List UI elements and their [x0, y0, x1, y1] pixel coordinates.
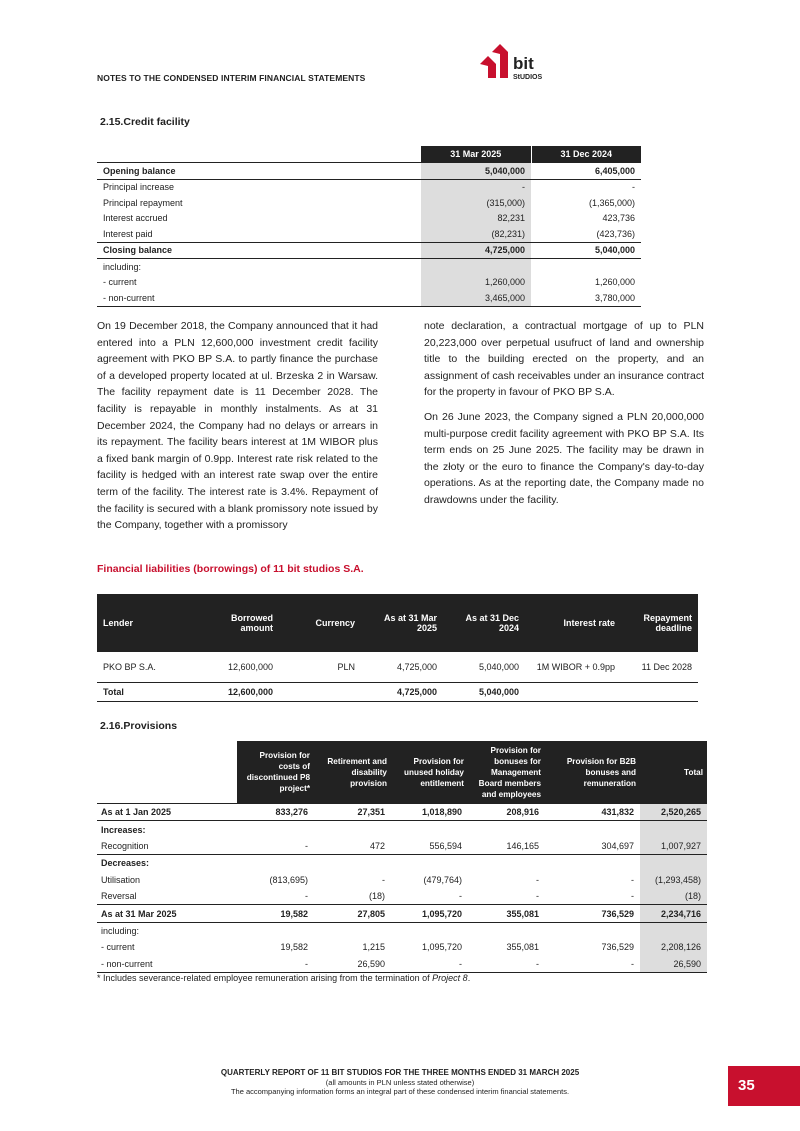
row-label: - non-current	[97, 290, 421, 306]
cell-value: 12,600,000	[197, 683, 279, 702]
credit-section-number: 2.15.	[100, 116, 124, 128]
credit-facility-table	[97, 146, 641, 307]
paragraph: note declaration, a contractual mortgage of up to PLN 20,223,000 over perpetual usufruct of land and ownership title to the building erected on the property, and an assignment of cash receivables under an insurance contract for the property in favour of PKO BP S.A.	[424, 320, 704, 399]
col-header: Retirement and disability provision	[314, 741, 391, 804]
col-header: Repayment deadline	[621, 594, 698, 652]
cell-value: 5,040,000	[478, 662, 519, 672]
cell-value: (1,293,458)	[640, 872, 707, 888]
row-label: Interest paid	[103, 228, 153, 239]
table-row	[97, 259, 641, 275]
cell-value	[391, 855, 468, 872]
cell-value: 1,095,720	[421, 942, 462, 953]
cell-value: 5,040,000	[531, 242, 641, 259]
row-label: Interest accrued	[103, 213, 168, 224]
footnote-suffix: .	[467, 973, 471, 983]
cell-value: -	[237, 838, 314, 855]
page-number-badge	[728, 1066, 800, 1106]
table-row	[97, 226, 641, 242]
col-header: Borrowed amount	[197, 594, 279, 652]
paragraph: On 26 June 2023, the Company signed a PLN 20,000,000 multi-purpose credit facility agreement with PKO BP S.A. Its term ends on 25 June 2025. The facility may be drawn in the złoty or the euro to finance the Company's day-to-day operations. As at the reporting date, the Company made no drawdowns under the facility.	[424, 410, 704, 506]
table-row	[97, 179, 641, 195]
cell-value: (1,365,000)	[588, 197, 635, 208]
cell-value: Total	[97, 683, 197, 702]
row-label: Closing balance	[97, 242, 421, 259]
cell-value: 472	[314, 838, 391, 855]
cell-value: (479,764)	[423, 874, 462, 885]
financial-liabilities-heading: Financial liabilities (borrowings) of 11 bit studios S.A.	[97, 563, 364, 575]
cell-value: -	[632, 182, 635, 193]
cell-value: 12,600,000	[227, 662, 273, 672]
svg-text:bit: bit	[513, 54, 534, 73]
row-label: Reversal	[97, 888, 237, 905]
row-label: Principal repayment	[103, 197, 183, 208]
cell-value	[525, 683, 621, 702]
cell-value: -	[421, 179, 531, 195]
footer-report-title: QUARTERLY REPORT OF 11 BIT STUDIOS FOR THE THREE MONTHS ENDED 31 MARCH 2025	[220, 1068, 580, 1077]
row-label: - current	[101, 942, 135, 953]
cell-value: 82,231	[421, 211, 531, 227]
cell-value: 11 Dec 2028	[641, 662, 692, 672]
cell-value: -	[237, 888, 314, 905]
cell-value: 833,276	[237, 804, 314, 821]
cell-value	[314, 855, 391, 872]
col-header: As at 31 Dec 2024	[443, 594, 525, 652]
table-row	[97, 939, 707, 955]
credit-section-heading	[100, 116, 190, 128]
cell-value: 19,582	[280, 942, 308, 953]
cell-value	[545, 821, 640, 838]
cell-value: -	[536, 874, 539, 885]
cell-value: 3,780,000	[531, 290, 641, 306]
row-label: Decreases:	[101, 858, 150, 869]
table-row	[97, 163, 641, 180]
table-row	[97, 838, 707, 855]
cell-value: -	[468, 888, 545, 905]
row-label: Increases:	[101, 824, 146, 835]
col-header: Provision for unused holiday entitlement	[391, 741, 468, 804]
col-header: Lender	[97, 594, 197, 652]
row-label: Opening balance	[97, 163, 421, 180]
table-row	[97, 195, 641, 211]
cell-value	[279, 683, 361, 702]
cell-value	[391, 922, 468, 939]
cell-value	[468, 855, 545, 872]
cell-value: 5,040,000	[443, 683, 525, 702]
cell-value	[237, 855, 314, 872]
cell-value: 3,465,000	[421, 290, 531, 306]
page-number: 35	[738, 1077, 755, 1094]
col-header: Interest rate	[525, 594, 621, 652]
cell-value: 27,351	[314, 804, 391, 821]
footer-currency-note: (all amounts in PLN unless stated otherwise)	[325, 1077, 475, 1087]
cell-value	[237, 922, 314, 939]
row-label: Recognition	[97, 838, 237, 855]
cell-value: -	[545, 888, 640, 905]
borrowings-table	[97, 594, 698, 702]
table-row	[97, 922, 707, 939]
cell-value	[314, 821, 391, 838]
row-label: - current	[103, 277, 137, 288]
cell-value: 2,520,265	[640, 804, 707, 821]
credit-facility-paragraph-left: On 19 December 2018, the Company announced that it had entered into a PLN 12,600,000 investment credit facility agreement with PKO BP S.A. to partly finance the purchase of a developed property located at ul. Brzeska 2 in Warsaw. The facility repayment date is 11 December 2028. The facility is repayable in monthly instalments. As at 31 December 2024, the Company had no delays or arrears in its repayment. The facility bears interest at 1M WIBOR plus a fixed bank margin of 0.9pp. Interest rate risk related to the facility is hedged with an interest rate swap over the entire term of the facility. The interest rate is 3.4%. Repayment of the facility is secured with a blank promissory note issued by the Company, together with a promissory	[97, 320, 378, 532]
table-row	[97, 275, 641, 291]
row-label: Utilisation	[101, 874, 141, 885]
table-row	[97, 211, 641, 227]
table-row	[97, 804, 707, 821]
cell-value	[391, 821, 468, 838]
cell-value: -	[382, 874, 385, 885]
cell-value: 556,594	[391, 838, 468, 855]
cell-value: 1,215	[362, 942, 385, 953]
col-header-31-mar-2025: 31 Mar 2025	[421, 146, 531, 163]
col-header: As at 31 Mar 2025	[361, 594, 443, 652]
cell-value: 431,832	[545, 804, 640, 821]
table-row	[97, 652, 698, 683]
cell-value: 4,725,000	[396, 662, 437, 672]
cell-value: 2,234,716	[640, 905, 707, 922]
col-header: Provision for costs of discontinued P8 project*	[237, 741, 314, 804]
table-row-total	[97, 683, 698, 702]
cell-value: 736,529	[545, 905, 640, 922]
row-label: As at 1 Jan 2025	[97, 804, 237, 821]
cell-value: 1M WIBOR + 0.9pp	[536, 662, 615, 672]
row-label: Principal increase	[103, 182, 175, 193]
cell-value: -	[391, 888, 468, 905]
cell-value: 1,095,720	[391, 905, 468, 922]
cell-value	[468, 922, 545, 939]
cell-value: 2,208,126	[640, 939, 707, 955]
company-logo	[480, 44, 552, 84]
table-row	[97, 872, 707, 888]
cell-value: (315,000)	[421, 195, 531, 211]
cell-value: (82,231)	[421, 226, 531, 242]
cell-value	[545, 855, 640, 872]
footnote-text: * Includes severance-related employee remuneration arising from the termination of	[97, 973, 433, 983]
cell-value	[545, 922, 640, 939]
cell-value: (18)	[640, 888, 707, 905]
row-label: including:	[101, 925, 140, 936]
cell-value: 355,081	[468, 905, 545, 922]
cell-value: 1,260,000	[594, 277, 635, 288]
cell-value	[531, 259, 641, 275]
provisions-section-number: 2.16.	[100, 720, 124, 732]
cell-value: 1,018,890	[391, 804, 468, 821]
cell-value	[314, 922, 391, 939]
cell-value: PLN	[337, 662, 355, 672]
cell-value: 1,260,000	[421, 275, 531, 291]
cell-value: 5,040,000	[421, 163, 531, 180]
cell-value: 6,405,000	[531, 163, 641, 180]
cell-value: 19,582	[237, 905, 314, 922]
provisions-footnote	[97, 973, 470, 983]
cell-value: PKO BP S.A.	[103, 662, 156, 672]
cell-value: -	[545, 956, 640, 973]
table-row	[97, 888, 707, 905]
credit-facility-paragraph-right	[424, 318, 704, 517]
cell-value: 304,697	[545, 838, 640, 855]
col-header-31-dec-2024: 31 Dec 2024	[531, 146, 641, 163]
svg-text:StUDIOS: StUDIOS	[513, 74, 543, 81]
table-row	[97, 956, 707, 973]
cell-value	[640, 821, 707, 838]
cell-value	[237, 821, 314, 838]
cell-value: 146,165	[468, 838, 545, 855]
col-header: Provision for bonuses for Management Board members and employees	[468, 741, 545, 804]
cell-value: 423,736	[602, 213, 635, 224]
table-row	[97, 855, 707, 872]
cell-value: -	[468, 956, 545, 973]
cell-value: 27,805	[314, 905, 391, 922]
cell-value: 4,725,000	[361, 683, 443, 702]
provisions-table	[97, 741, 707, 973]
cell-value: 26,590	[640, 956, 707, 973]
cell-value: -	[631, 874, 634, 885]
cell-value	[421, 259, 531, 275]
cell-value: 208,916	[468, 804, 545, 821]
footnote-project-name: Project 8	[432, 973, 468, 983]
cell-value: 1,007,927	[640, 838, 707, 855]
cell-value: (423,736)	[596, 228, 635, 239]
row-label: - non-current	[97, 956, 237, 973]
footer-disclaimer: The accompanying information forms an integral part of these condensed interim financial statements.	[230, 1087, 570, 1096]
table-row	[97, 821, 707, 838]
cell-value: 26,590	[314, 956, 391, 973]
col-header: Provision for B2B bonuses and remuneration	[545, 741, 640, 804]
table-row	[97, 905, 707, 922]
provisions-section-title: Provisions	[123, 720, 178, 732]
row-label: As at 31 Mar 2025	[97, 905, 237, 922]
row-label: including:	[103, 261, 142, 272]
col-header: Total	[640, 741, 707, 804]
cell-value: -	[237, 956, 314, 973]
credit-section-title: Credit facility	[123, 116, 190, 128]
col-header	[97, 741, 237, 804]
page-footer	[200, 1068, 600, 1097]
cell-value	[468, 821, 545, 838]
cell-value	[640, 855, 707, 872]
cell-value: -	[391, 956, 468, 973]
provisions-section-heading	[100, 720, 177, 732]
cell-value: 4,725,000	[421, 242, 531, 259]
cell-value	[621, 683, 698, 702]
cell-value: (813,695)	[269, 874, 308, 885]
cell-value: 736,529	[601, 942, 634, 953]
cell-value	[640, 922, 707, 939]
cell-value: 355,081	[506, 942, 539, 953]
table-row	[97, 242, 641, 259]
page-header-title: NOTES TO THE CONDENSED INTERIM FINANCIAL STATEMENTS	[97, 73, 366, 83]
col-header: Currency	[279, 594, 361, 652]
cell-value: (18)	[314, 888, 391, 905]
table-row	[97, 290, 641, 306]
